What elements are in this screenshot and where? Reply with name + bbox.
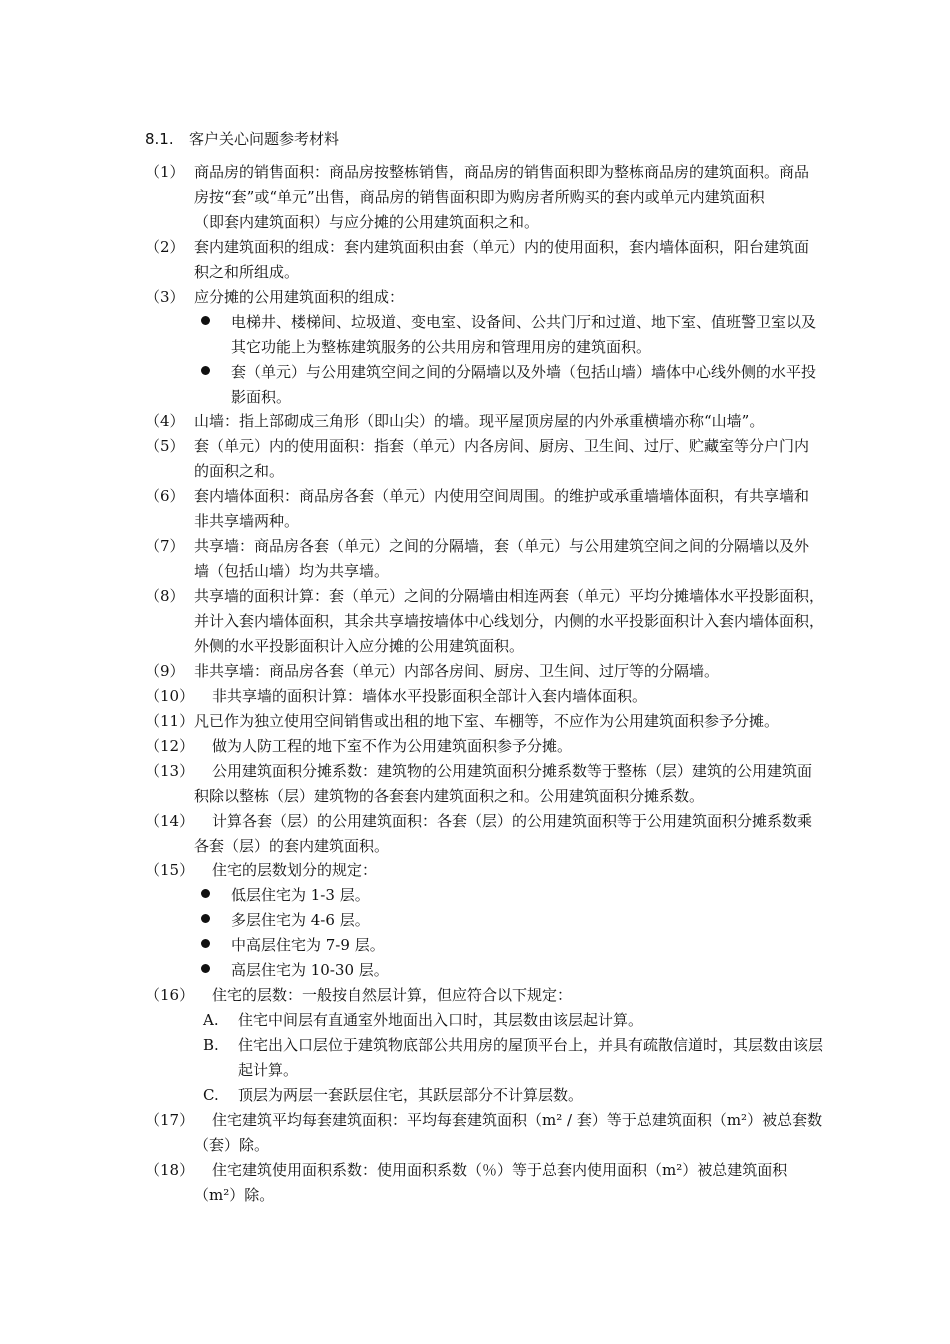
lettered-line: 顶层为两层一套跃层住宅，其跃层部分不计算层数。	[238, 1086, 584, 1104]
lettered-marker: B.	[203, 1036, 219, 1054]
item-line: （m²）除。	[194, 1186, 275, 1204]
item-number: （5）	[145, 437, 185, 455]
item-number: （18）	[145, 1161, 195, 1179]
item-number: （13）	[145, 762, 195, 780]
lettered-line: 住宅中间层有直通室外地面出入口时，其层数由该层起计算。	[238, 1011, 644, 1029]
item-number: （16）	[145, 986, 195, 1004]
section-title: 客户关心问题参考材料	[189, 130, 340, 148]
bullet-icon	[201, 914, 210, 923]
item-number: （8）	[145, 587, 185, 605]
item-line: 住宅的层数：一般按自然层计算，但应符合以下规定：	[212, 986, 573, 1004]
item-number: （4）	[145, 412, 185, 430]
item-line: 各套（层）的套内建筑面积。	[194, 837, 390, 855]
lettered-marker: C.	[203, 1086, 219, 1104]
item-number: （10）	[145, 687, 195, 705]
item-line: 套内墙体面积：商品房各套（单元）内使用空间周围。的维护或承重墙墙体面积，有共享墙和	[194, 487, 810, 505]
lettered-line: 起计算。	[238, 1061, 299, 1079]
bullet-line: 中高层住宅为 7-9 层。	[231, 936, 385, 954]
item-line: 住宅建筑使用面积系数：使用面积系数（％）等于总套内使用面积（m²）被总建筑面积	[212, 1161, 788, 1179]
item-number: （17）	[145, 1111, 195, 1129]
item-line: 外侧的水平投影面积计入应分摊的公用建筑面积。	[194, 637, 525, 655]
bullet-icon	[201, 939, 210, 948]
section-number: 8.1.	[145, 130, 174, 148]
item-number: （6）	[145, 487, 185, 505]
item-line: 公用建筑面积分摊系数：建筑物的公用建筑面积分摊系数等于整栋（层）建筑的公用建筑面	[212, 762, 813, 780]
section-heading	[145, 128, 339, 149]
item-line: 山墙：指上部砌成三角形（即山尖）的墙。现平屋顶房屋的内外承重横墙亦称“山墙”。	[194, 412, 765, 430]
bullet-icon	[201, 889, 210, 898]
item-number: （14）	[145, 812, 195, 830]
bullet-icon	[201, 316, 210, 325]
lettered-marker: A.	[203, 1011, 219, 1029]
bullet-line: 低层住宅为 1-3 层。	[231, 886, 370, 904]
item-line: 住宅的层数划分的规定：	[212, 861, 378, 879]
item-number: （3）	[145, 288, 185, 306]
item-line: 凡已作为独立使用空间销售或出租的地下室、车棚等，不应作为公用建筑面积参予分摊。	[194, 712, 780, 730]
item-line: 套内建筑面积的组成：套内建筑面积由套（单元）内的使用面积，套内墙体面积，阳台建筑面	[194, 238, 810, 256]
item-line: 并计入套内墙体面积，其余共享墙按墙体中心线划分，内侧的水平投影面积计入套内墙体面积，	[194, 612, 825, 630]
item-line: 积除以整栋（层）建筑物的各套套内建筑面积之和。公用建筑面积分摊系数。	[194, 787, 705, 805]
bullet-icon	[201, 964, 210, 973]
item-line: 套（单元）内的使用面积：指套（单元）内各房间、厨房、卫生间、过厅、贮藏室等分户门内	[194, 437, 810, 455]
item-line: 非共享墙：商品房各套（单元）内部各房间、厨房、卫生间、过厅等的分隔墙。	[194, 662, 720, 680]
item-number: （15）	[145, 861, 195, 879]
item-number: （12）	[145, 737, 195, 755]
item-line: 的面积之和。	[194, 462, 285, 480]
item-line: 做为人防工程的地下室不作为公用建筑面积参予分摊。	[212, 737, 573, 755]
item-line: 积之和所组成。	[194, 263, 300, 281]
item-line: 共享墙：商品房各套（单元）之间的分隔墙，套（单元）与公用建筑空间之间的分隔墙以及外	[194, 537, 810, 555]
item-line: 应分摊的公用建筑面积的组成：	[194, 288, 405, 306]
item-line: 共享墙的面积计算：套（单元）之间的分隔墙由相连两套（单元）平均分摊墙体水平投影面积，	[194, 587, 825, 605]
lettered-line: 住宅出入口层位于建筑物底部公共用房的屋顶平台上，并具有疏散信道时，其层数由该层	[238, 1036, 824, 1054]
bullet-line: 高层住宅为 10-30 层。	[231, 961, 389, 979]
item-line: 非共享墙两种。	[194, 512, 300, 530]
item-line: 计算各套（层）的公用建筑面积：各套（层）的公用建筑面积等于公用建筑面积分摊系数乘	[212, 812, 813, 830]
item-line: （套）除。	[194, 1136, 270, 1154]
item-line: 住宅建筑平均每套建筑面积：平均每套建筑面积（m² / 套）等于总建筑面积（m²）被总套数	[212, 1111, 823, 1129]
item-number: （9）	[145, 662, 185, 680]
item-number: （2）	[145, 238, 185, 256]
bullet-line: 电梯井、楼梯间、垃圾道、变电室、设备间、公共门厅和过道、地下室、值班警卫室以及	[231, 313, 817, 331]
item-number: （7）	[145, 537, 185, 555]
item-number: （11）	[145, 712, 195, 730]
item-line: （即套内建筑面积）与应分摊的公用建筑面积之和。	[194, 213, 540, 231]
bullet-line: 套（单元）与公用建筑空间之间的分隔墙以及外墙（包括山墙）墙体中心线外侧的水平投	[231, 363, 817, 381]
bullet-line: 其它功能上为整栋建筑服务的公共用房和管理用房的建筑面积。	[231, 338, 652, 356]
item-line: 商品房的销售面积：商品房按整栋销售，商品房的销售面积即为整栋商品房的建筑面积。商品	[194, 163, 810, 181]
item-line: 墙（包括山墙）均为共享墙。	[194, 562, 390, 580]
bullet-icon	[201, 366, 210, 375]
bullet-line: 影面积。	[231, 388, 292, 406]
item-line: 非共享墙的面积计算：墙体水平投影面积全部计入套内墙体面积。	[212, 687, 648, 705]
item-line: 房按“套”或“单元”出售，商品房的销售面积即为购房者所购买的套内或单元内建筑面积	[194, 188, 765, 206]
bullet-line: 多层住宅为 4-6 层。	[231, 911, 370, 929]
item-number: （1）	[145, 163, 185, 181]
